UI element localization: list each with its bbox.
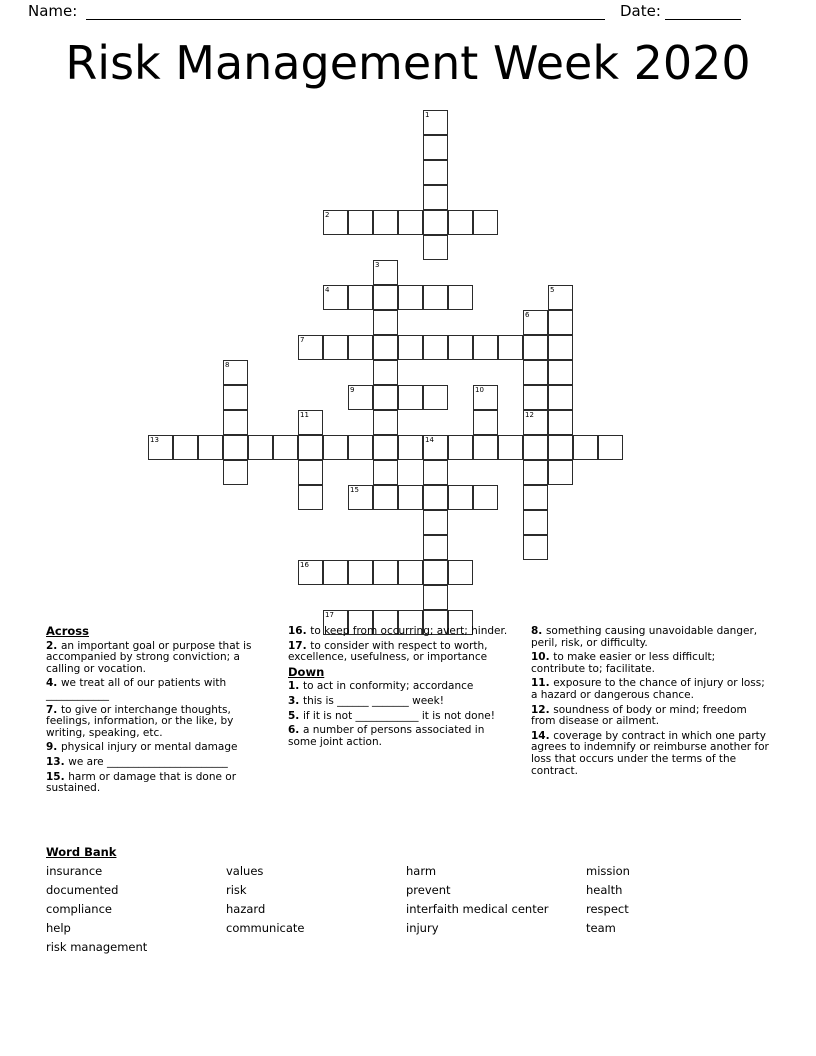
grid-cell-number: 5 [550, 286, 555, 294]
grid-cell[interactable] [423, 535, 448, 560]
clue-number: 10. [531, 651, 554, 664]
grid-cell[interactable] [523, 385, 548, 410]
clue-across-16 [288, 626, 516, 638]
clue-number: 11. [531, 677, 554, 690]
word-bank-word: prevent [406, 883, 451, 897]
grid-cell[interactable] [523, 335, 548, 360]
grid-cell[interactable] [573, 435, 598, 460]
clue-number: 8. [531, 625, 546, 637]
word-bank-heading: Word Bank [46, 845, 117, 859]
word-bank-column [46, 862, 226, 957]
clue-text: something causing unavoidable danger, peril, risk, or difficulty. [531, 625, 758, 649]
grid-cell[interactable] [323, 335, 348, 360]
grid-cell[interactable] [223, 410, 248, 435]
word-bank-column [226, 862, 406, 957]
clue-down-6 [288, 725, 516, 748]
grid-cell[interactable] [523, 460, 548, 485]
clue-text: exposure to the chance of injury or loss; a hazard or dangerous chance. [531, 677, 765, 701]
grid-cell-number: 11 [300, 411, 309, 419]
grid-cell[interactable] [298, 485, 323, 510]
grid-cell[interactable] [423, 135, 448, 160]
clue-text: to make easier or less difficult; contribute to; facilitate. [531, 651, 716, 675]
clue-number: 15. [46, 770, 69, 783]
clue-down-1 [288, 681, 516, 693]
grid-cell[interactable] [523, 510, 548, 535]
grid-cell-number: 10 [475, 386, 484, 394]
clue-column-2 [288, 626, 516, 751]
grid-cell-number: 6 [525, 311, 530, 319]
down-heading: Down [288, 664, 325, 679]
grid-cell-number: 2 [325, 211, 330, 219]
word-bank-word: hazard [226, 902, 266, 916]
grid-cell[interactable] [398, 385, 423, 410]
name-label: Name: [28, 2, 78, 20]
grid-cell[interactable] [373, 335, 398, 360]
word-bank-word: team [586, 921, 616, 935]
grid-cell[interactable] [148, 435, 173, 460]
grid-cell[interactable] [423, 485, 448, 510]
grid-cell[interactable] [398, 560, 423, 585]
grid-cell[interactable] [373, 410, 398, 435]
grid-cell[interactable] [473, 485, 498, 510]
grid-cell[interactable] [348, 385, 373, 410]
clue-text: to consider with respect to worth, excellence, usefulness, or importance [288, 639, 488, 664]
grid-cell[interactable] [523, 410, 548, 435]
clue-number: 2. [46, 639, 61, 652]
grid-cell[interactable] [323, 210, 348, 235]
grid-cell[interactable] [473, 435, 498, 460]
grid-cell-number: 12 [525, 411, 534, 419]
grid-cell[interactable] [548, 310, 573, 335]
clue-number: 6. [288, 724, 303, 737]
clue-down-8 [531, 626, 769, 649]
word-bank-word: help [46, 921, 71, 935]
grid-cell[interactable] [523, 485, 548, 510]
grid-cell[interactable] [523, 435, 548, 460]
grid-cell[interactable] [473, 385, 498, 410]
word-bank-word: harm [406, 864, 437, 878]
word-bank-columns [46, 862, 770, 957]
grid-cell[interactable] [423, 460, 448, 485]
grid-cell[interactable] [423, 435, 448, 460]
clue-text: a number of persons associated in some joint action. [288, 724, 485, 748]
grid-cell[interactable] [398, 210, 423, 235]
grid-cell[interactable] [423, 160, 448, 185]
clue-down-11 [531, 678, 769, 701]
word-bank-column [586, 862, 706, 957]
grid-cell[interactable] [373, 310, 398, 335]
grid-cell[interactable] [398, 335, 423, 360]
grid-cell[interactable] [373, 285, 398, 310]
grid-cell[interactable] [548, 435, 573, 460]
clue-across-15 [46, 772, 274, 795]
word-bank-word: respect [586, 902, 629, 916]
grid-cell[interactable] [448, 285, 473, 310]
grid-cell-number: 1 [425, 111, 430, 119]
clue-text: to keep from occurring; avert; hinder. [310, 625, 508, 637]
clue-down-5 [288, 711, 516, 723]
grid-cell[interactable] [473, 335, 498, 360]
grid-cell[interactable] [548, 385, 573, 410]
clue-text: harm or damage that is done or sustained. [46, 770, 237, 795]
grid-cell[interactable] [548, 335, 573, 360]
clue-text: if it is not ____________ it is not done! [302, 709, 495, 722]
word-bank-word: communicate [226, 921, 305, 935]
grid-cell[interactable] [298, 410, 323, 435]
word-bank-word: interfaith medical center [406, 902, 549, 916]
grid-cell[interactable] [598, 435, 623, 460]
clue-number: 4. [46, 677, 61, 690]
grid-cell-number: 3 [375, 261, 380, 269]
clue-across-13 [46, 757, 274, 769]
clue-text: we are _______________________ [68, 755, 228, 768]
clue-number: 14. [531, 729, 554, 742]
grid-cell[interactable] [373, 485, 398, 510]
grid-cell[interactable] [373, 435, 398, 460]
clue-down-3 [288, 696, 516, 708]
date-label: Date: [620, 2, 661, 20]
grid-cell[interactable] [448, 560, 473, 585]
clue-text: to give or interchange thoughts, feelings, information, or the like, by writing, speaking, etc. [46, 703, 234, 739]
clue-across-4 [46, 678, 274, 701]
grid-cell[interactable] [373, 260, 398, 285]
clue-number: 3. [288, 694, 303, 707]
grid-cell[interactable] [448, 210, 473, 235]
clue-across-7 [46, 705, 274, 740]
grid-cell[interactable] [198, 435, 223, 460]
page-title: Risk Management Week 2020 [65, 36, 751, 90]
grid-cell-number: 14 [425, 436, 434, 444]
clue-number: 1. [288, 680, 303, 693]
grid-cell-number: 7 [300, 336, 305, 344]
grid-cell[interactable] [373, 560, 398, 585]
grid-cell-number: 4 [325, 286, 330, 294]
grid-cell[interactable] [298, 560, 323, 585]
word-bank-word: risk [226, 883, 247, 897]
grid-cell[interactable] [423, 210, 448, 235]
grid-cell[interactable] [548, 360, 573, 385]
clue-text: coverage by contract in which one party agrees to indemnify or reimburse another for loss that occurs under the terms of the contract. [531, 729, 769, 777]
grid-cell[interactable] [348, 435, 373, 460]
grid-cell[interactable] [523, 360, 548, 385]
grid-cell[interactable] [448, 435, 473, 460]
grid-cell[interactable] [448, 335, 473, 360]
grid-cell[interactable] [423, 560, 448, 585]
grid-cell[interactable] [223, 385, 248, 410]
grid-cell[interactable] [498, 435, 523, 460]
grid-cell[interactable] [223, 435, 248, 460]
grid-cell[interactable] [548, 285, 573, 310]
grid-cell[interactable] [273, 435, 298, 460]
grid-cell[interactable] [348, 560, 373, 585]
word-bank-word: insurance [46, 864, 103, 878]
word-bank-word: values [226, 864, 264, 878]
grid-cell[interactable] [423, 285, 448, 310]
grid-cell[interactable] [223, 360, 248, 385]
grid-cell[interactable] [448, 485, 473, 510]
clues-region [0, 626, 816, 834]
word-bank [46, 845, 770, 957]
word-bank-word: health [586, 883, 623, 897]
grid-cell[interactable] [323, 560, 348, 585]
grid-cell[interactable] [523, 535, 548, 560]
grid-cell[interactable] [373, 360, 398, 385]
grid-cell[interactable] [548, 410, 573, 435]
grid-cell[interactable] [373, 385, 398, 410]
clue-number: 17. [288, 639, 311, 652]
grid-cell[interactable] [348, 210, 373, 235]
grid-cell[interactable] [498, 335, 523, 360]
clue-number: 16. [288, 625, 311, 637]
grid-cell[interactable] [423, 510, 448, 535]
clue-number: 12. [531, 703, 554, 716]
clue-down-10 [531, 652, 769, 675]
grid-cell[interactable] [423, 335, 448, 360]
grid-cell[interactable] [373, 460, 398, 485]
word-bank-word: compliance [46, 902, 112, 916]
grid-cell-number: 17 [325, 611, 334, 619]
grid-cell-number: 8 [225, 361, 230, 369]
clue-number: 7. [46, 703, 61, 716]
clue-text: to act in conformity; accordance [302, 680, 474, 693]
clue-text: an important goal or purpose that is accompanied by strong conviction; a calling or vocation. [46, 639, 252, 675]
grid-cell[interactable] [348, 485, 373, 510]
clue-number: 5. [288, 709, 303, 722]
grid-cell[interactable] [548, 460, 573, 485]
grid-cell[interactable] [523, 310, 548, 335]
grid-cell[interactable] [323, 285, 348, 310]
grid-cell[interactable] [398, 435, 423, 460]
grid-cell[interactable] [223, 460, 248, 485]
grid-cell[interactable] [423, 185, 448, 210]
clue-text: we treat all of our patients with ____________ [46, 677, 227, 701]
grid-cell-number: 13 [150, 436, 159, 444]
clue-column-3 [531, 626, 769, 780]
clue-number: 13. [46, 755, 69, 768]
grid-cell[interactable] [323, 435, 348, 460]
grid-cell[interactable] [248, 435, 273, 460]
across-heading: Across [46, 624, 89, 638]
clue-across-2 [46, 641, 274, 676]
grid-cell[interactable] [348, 335, 373, 360]
clue-across-9 [46, 742, 274, 754]
grid-cell[interactable] [398, 285, 423, 310]
grid-cell[interactable] [173, 435, 198, 460]
clue-text: soundness of body or mind; freedom from disease or ailment. [531, 703, 747, 728]
grid-cell[interactable] [348, 285, 373, 310]
grid-cell[interactable] [473, 210, 498, 235]
grid-cell[interactable] [373, 210, 398, 235]
grid-cell-number: 9 [350, 386, 355, 394]
clue-down-12 [531, 705, 769, 728]
grid-cell-number: 16 [300, 561, 309, 569]
grid-cell[interactable] [298, 335, 323, 360]
grid-cell[interactable] [423, 585, 448, 610]
word-bank-word: documented [46, 883, 119, 897]
grid-cell[interactable] [423, 385, 448, 410]
grid-cell[interactable] [473, 410, 498, 435]
clue-across-17 [288, 641, 516, 664]
grid-cell-number: 15 [350, 486, 359, 494]
grid-cell[interactable] [398, 485, 423, 510]
word-bank-word: mission [586, 864, 630, 878]
word-bank-column [406, 862, 586, 957]
word-bank-word: risk management [46, 940, 148, 954]
grid-cell[interactable] [298, 460, 323, 485]
word-bank-word: injury [406, 921, 439, 935]
grid-cell[interactable] [298, 435, 323, 460]
clue-number: 9. [46, 741, 61, 754]
grid-cell[interactable] [423, 235, 448, 260]
grid-cell[interactable] [423, 110, 448, 135]
clue-down-14 [531, 731, 769, 777]
clue-text: this is ______ _______ week! [302, 694, 444, 707]
clue-column-1 [46, 626, 274, 798]
clue-text: physical injury or mental damage [60, 741, 238, 754]
